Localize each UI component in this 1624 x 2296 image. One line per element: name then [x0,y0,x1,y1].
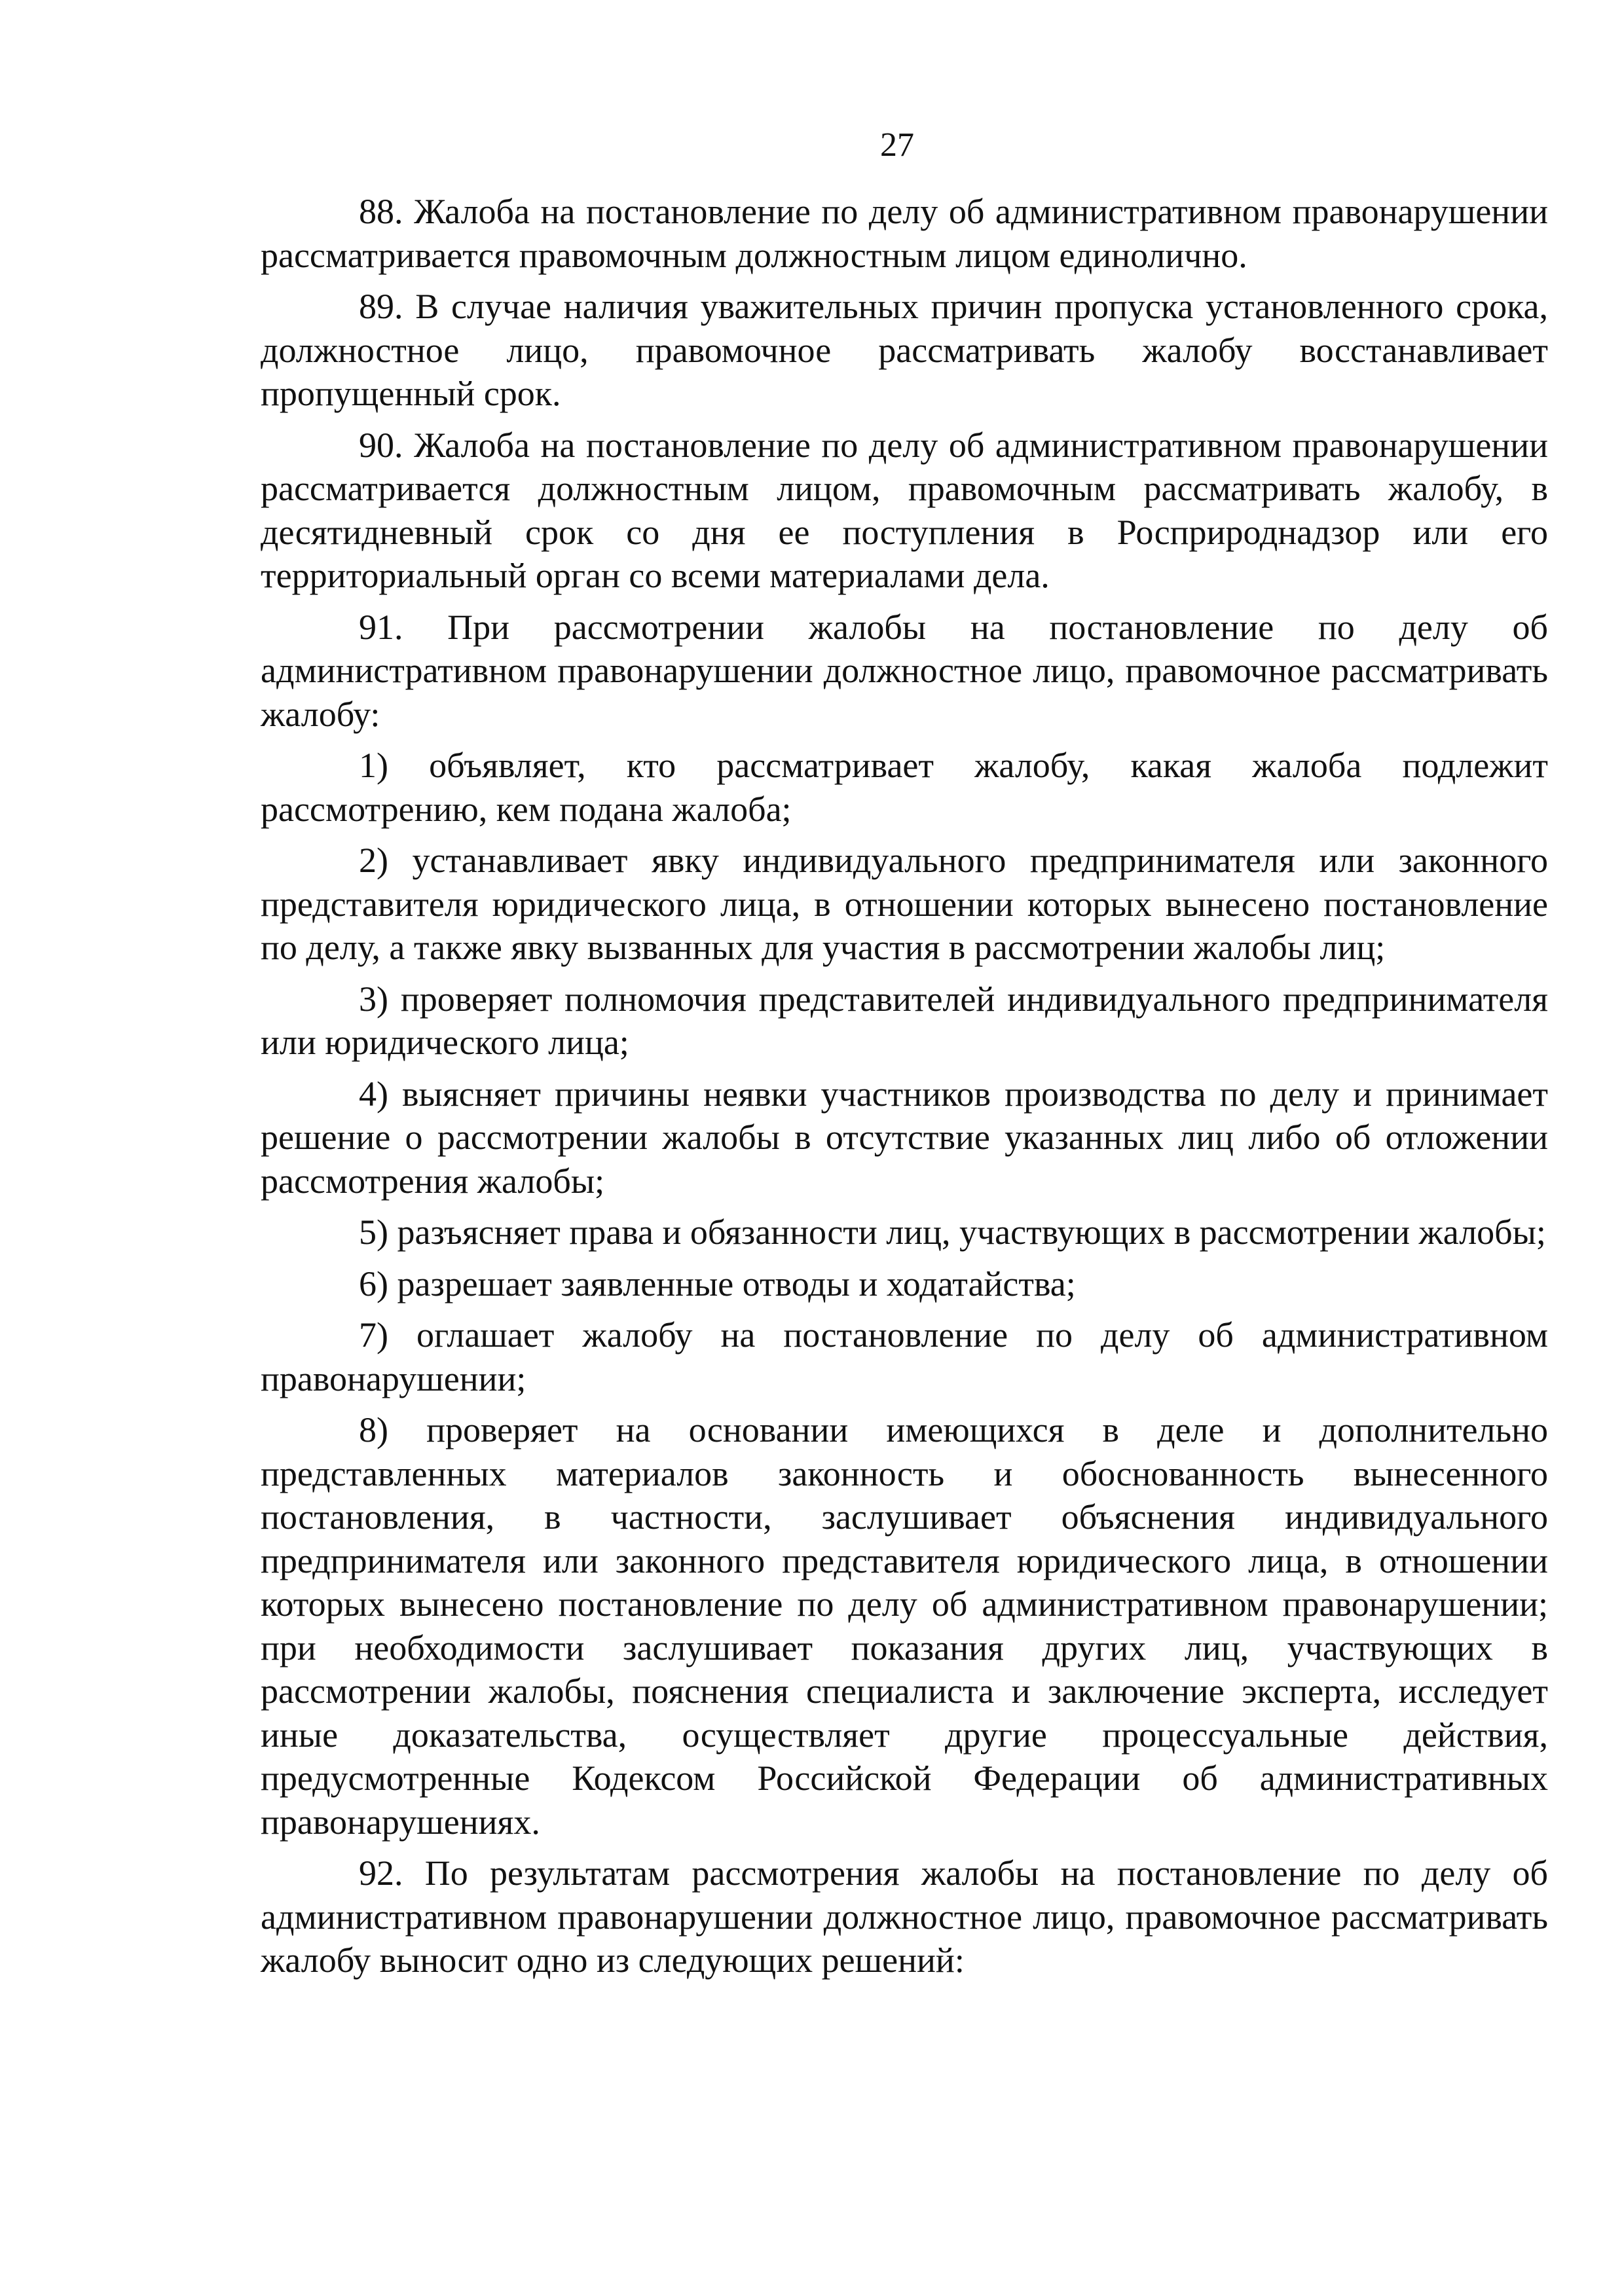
document-body [261,190,1548,1990]
paragraph-89: 89. В случае наличия уважительных причин пропуска установленного срока, должностное лицо, правомочное рассматривать жалобу восстанавливает пропущенный срок. [261,287,1548,413]
list-item-3: 3) проверяет полномочия представителей индивидуального предпринимателя или юридического лица; [261,979,1548,1062]
list-item-7: 7) оглашает жалобу на постановление по делу об административном правонарушении; [261,1315,1548,1398]
list-item-2: 2) устанавливает явку индивидуального предпринимателя или законного представителя юридического лица, в отношении которых вынесено постановление по делу, а также явку вызванных для участия в рассмотрении жалобы лиц; [261,841,1548,967]
paragraph-92: 92. По результатам рассмотрения жалобы на постановление по делу об административном правонарушении должностное лицо, правомочное рассматривать жалобу выносит одно из следующих решений: [261,1853,1548,1980]
page-number: 27 [880,126,914,164]
list-item-5: 5) разъясняет права и обязанности лиц, участвующих в рассмотрении жалобы; [359,1212,1546,1252]
paragraph-90: 90. Жалоба на постановление по делу об административном правонарушении рассматривается должностным лицом, правомочным рассматривать жалобу, в десятидневный срок со дня ее поступления в Росприроднадзор или его территориальный орган со всеми материалами дела. [261,425,1548,595]
list-item-4: 4) выясняет причины неявки участников производства по делу и принимает решение о рассмотрении жалобы в отсутствие указанных лиц либо об отложении рассмотрения жалобы; [261,1074,1548,1201]
list-item-1: 1) объявляет, кто рассматривает жалобу, какая жалоба подлежит рассмотрению, кем подана жалоба; [261,746,1548,829]
paragraph-88: 88. Жалоба на постановление по делу об административном правонарушении рассматривается правомочным должностным лицом единолично. [261,192,1548,275]
list-item-6: 6) разрешает заявленные отводы и ходатайства; [359,1264,1076,1303]
list-item-8: 8) проверяет на основании имеющихся в деле и дополнительно представленных материалов законность и обоснованность вынесенного постановления, в частности, заслушивает объяснения индивидуального предпринимателя или законного представителя юридического лица, в отношении которых вынесено постановление по делу об административном правонарушении; при необходимости заслушивает показания других лиц, участвующих в рассмотрении жалобы, пояснения специалиста и заключение эксперта, исследует иные доказательства, осуществляет другие процессуальные действия, предусмотренные Кодексом Российской Федерации об административных правонарушениях. [261,1410,1548,1842]
paragraph-91: 91. При рассмотрении жалобы на постановление по делу об административном правонарушении должностное лицо, правомочное рассматривать жалобу: [261,607,1548,734]
